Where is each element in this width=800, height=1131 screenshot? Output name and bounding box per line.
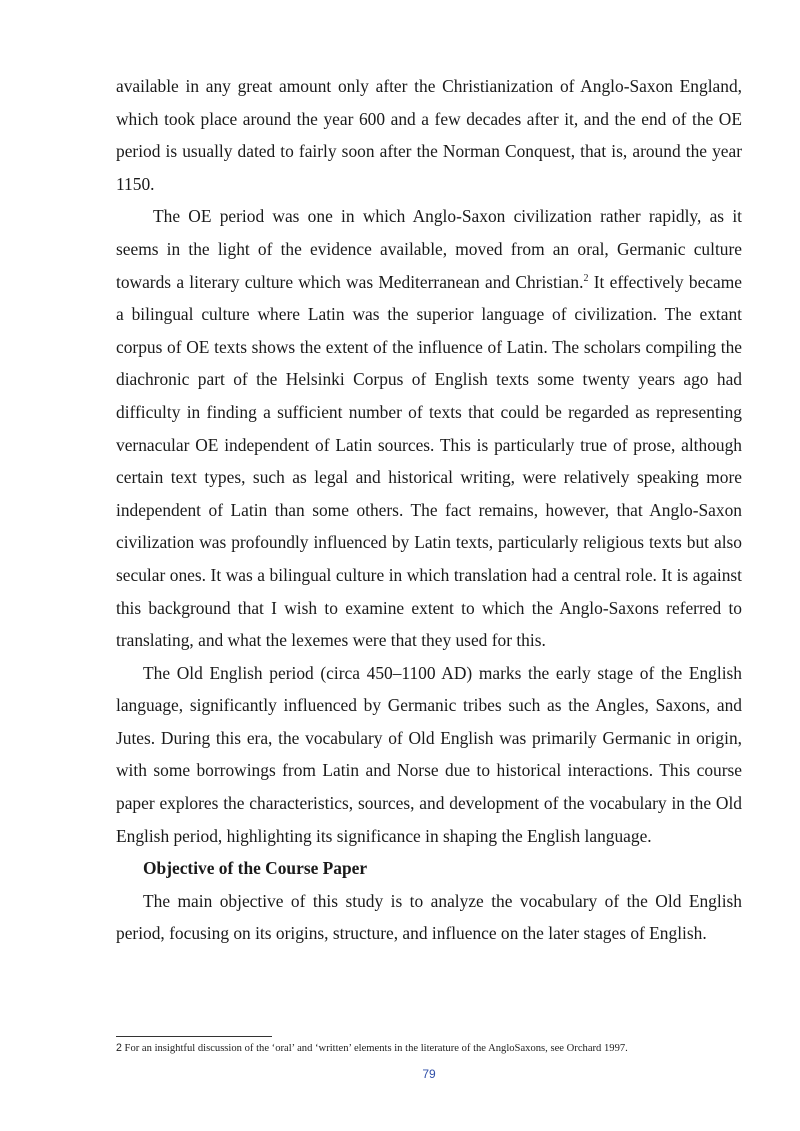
paragraph-3: The Old English period (circa 450–1100 AD) marks the early stage of the English language, significantly influenced by Germanic tribes such as the Angles, Saxons, and Jutes. During this era, the vocabulary of Old English was primarily Germanic in origin, with some borrowings from Latin and Norse due to historical interactions. This course paper explores the characteristics, sources, and development of the vocabulary in the Old English period, highlighting its significance in shaping the English language. <box>116 662 742 846</box>
footnote-text: For an insightful discussion of the ‘oral’ and ‘written’ elements in the literature of the AngloSaxons, see Orchard 1997. <box>121 1043 628 1054</box>
section-heading: Objective of the Course Paper <box>143 858 368 879</box>
footnote-number: 2 <box>116 1042 122 1054</box>
page-body <box>116 70 742 950</box>
paragraph-2 <box>116 200 742 656</box>
page-number: 79 <box>422 1067 436 1081</box>
footnote-separator <box>116 1036 272 1037</box>
paragraph-2-part-a: The OE period was one in which Anglo-Saxon civilization rather rapidly, as it seems in the light of the evidence available, moved from an oral, Germanic culture towards a literary culture which was Mediterranean and Christian. <box>116 206 742 292</box>
paragraph-1: available in any great amount only after the Christianization of Anglo-Saxon England, which took place around the year 600 and a few decades after it, and the end of the OE period is usually dated to fairly soon after the Norman Conquest, that is, around the year 1150. <box>116 76 742 194</box>
paragraph-2-part-b: It effectively became a bilingual culture where Latin was the superior language of civilization. The extant corpus of OE texts shows the extent of the influence of Latin. The scholars compiling the diachronic part of the Helsinki Corpus of English texts some twenty years ago had difficulty in finding a sufficient number of texts that could be regarded as representing vernacular OE independent of Latin sources. This is particularly true of prose, although certain text types, such as legal and historical writing, were relatively speaking more independent of Latin than some others. The fact remains, however, that Anglo-Saxon civilization was profoundly influenced by Latin texts, particularly religious texts but also secular ones. It was a bilingual culture in which translation had a central role. It is against this background that I wish to examine extent to which the Anglo-Saxons referred to translating, and what the lexemes were that they used for this. <box>116 271 742 651</box>
paragraph-4: The main objective of this study is to analyze the vocabulary of the Old English period, focusing on its origins, structure, and influence on the later stages of English. <box>116 890 742 944</box>
footnote <box>116 1041 756 1056</box>
footnote-reference: 2 <box>583 272 589 284</box>
